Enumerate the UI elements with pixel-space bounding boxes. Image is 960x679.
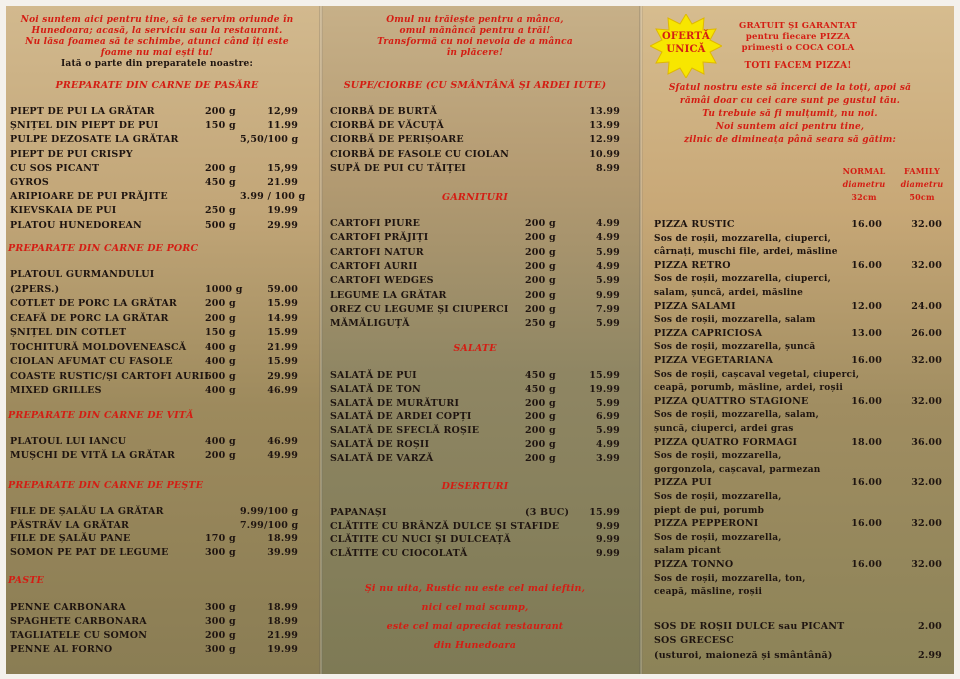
menu-item-name: SOMON PE PAT DE LEGUME <box>10 546 169 558</box>
pizza-description: salam, șuncă, ardei, măsline <box>654 288 804 298</box>
menu-item-price: 46.99 <box>267 436 298 447</box>
menu-item-name: ȘNIȚEL DIN PIEPT DE PUI <box>10 120 159 132</box>
menu-item-price: 19.99 <box>267 205 298 217</box>
menu-item-name: SALATĂ DE VARZĂ <box>330 452 434 464</box>
pizza-description: salam picant <box>654 546 721 557</box>
menu-item-name: CLĂTITE CU NUCI ȘI DULCEAȚĂ <box>330 534 511 546</box>
col-header-family-diameter: diametru <box>900 179 944 189</box>
menu-item-name: SALATĂ DE ROȘII <box>330 439 430 450</box>
menu-item-name: CLĂTITE CU CIOCOLATĂ <box>330 548 468 560</box>
section-title: SUPE/CIORBE (CU SMÂNTÂNĂ ȘI ARDEI IUTE) <box>343 80 607 91</box>
menu-item-price: 3.99 / 100 g <box>240 191 306 203</box>
pizza-price-normal: 16.00 <box>851 219 882 230</box>
menu-item-name: SALATĂ DE MURĂTURI <box>330 397 460 409</box>
pizza-price-family: 32.00 <box>911 395 942 407</box>
menu-item-qty: 300 g <box>205 644 236 655</box>
menu-item-qty: 200 g <box>205 450 236 461</box>
message-line: Tu trebuie să fi mulțumit, nu noi. <box>702 109 878 119</box>
menu-item-name: PULPE DEZOSATE LA GRĂTAR <box>10 134 179 146</box>
pizza-price-normal: 13.00 <box>851 327 882 339</box>
menu-item-qty: 200 g <box>525 425 556 437</box>
closing-line: din Hunedoara <box>433 640 517 651</box>
pizza-description: Sos de roșii, mozzarella, <box>654 532 782 543</box>
pizza-price-family: 32.00 <box>911 559 942 570</box>
menu-item-price: 7.99 <box>596 303 620 315</box>
message-line: zilnic de dimineața până seara să gătim: <box>683 135 897 145</box>
menu-item-price: 4.99 <box>596 260 620 272</box>
sauce-price: 2.99 <box>918 650 942 661</box>
pizza-price-family: 36.00 <box>911 436 942 448</box>
pizza-description: Sos de roșii, mozzarella, <box>654 492 782 502</box>
menu-item-price: 9.99/100 g <box>240 506 299 517</box>
menu-item-name: PIEPT DE PUI CRISPY <box>10 148 133 160</box>
pizza-name: PIZZA VEGETARIANA <box>654 355 774 366</box>
col-header-normal-size: 32cm <box>851 192 877 202</box>
sauce-name: SOS DE ROȘII DULCE sau PICANT <box>654 621 845 632</box>
closing-line: nici cel mai scump, <box>421 602 529 613</box>
message-line: rămâi doar cu cei care sunt pe gustul tău. <box>679 96 901 106</box>
menu-item-price: 8.99 <box>596 162 620 174</box>
menu-item-name: CARTOFI WEDGES <box>330 275 434 287</box>
pizza-description: șuncă, ciuperci, ardei gras <box>654 424 794 434</box>
menu-item-qty: 200 g <box>205 630 236 641</box>
pizza-price-family: 32.00 <box>911 219 942 230</box>
menu-item-name: TAGLIATELE CU SOMON <box>10 630 148 641</box>
pizza-price-normal: 16.00 <box>851 259 882 271</box>
pizza-price-normal: 16.00 <box>851 559 882 570</box>
menu-item-qty: 1000 g <box>205 283 243 295</box>
pizza-name: PIZZA RUSTIC <box>654 219 735 230</box>
intro-line: Omul nu trăiește pentru a mânca, <box>386 15 564 25</box>
menu-item-price: 18.99 <box>267 602 298 613</box>
pizza-name: PIZZA TONNO <box>654 559 734 570</box>
pizza-description: Sos de roșii, cașcaval vegetal, ciuperci, <box>654 369 860 380</box>
menu-item-qty: 450 g <box>525 370 556 381</box>
pizza-description: Sos de roșii, mozzarella, ton, <box>654 573 806 584</box>
menu-item-name: PIEPT DE PUI LA GRĂTAR <box>10 106 155 117</box>
menu-item-price: 9.99 <box>596 534 620 546</box>
menu-item-qty: (3 BUC) <box>525 507 570 518</box>
sauce-name: SOS GRECESC <box>654 635 734 646</box>
menu-item-name: PLATOU HUNEDOREAN <box>10 219 142 231</box>
offer-text: GRATUIT ȘI GARANTAT <box>739 21 857 31</box>
menu-item-price: 13.99 <box>589 106 620 117</box>
menu-item-qty: 200 g <box>205 162 236 174</box>
menu-item-qty: 200 g <box>525 260 556 272</box>
intro-line: omul mănâncă pentru a trăi! <box>399 26 551 36</box>
menu-item-name: PAPANAȘI <box>330 507 387 518</box>
menu-item-price: 9.99 <box>596 289 620 301</box>
pizza-price-normal: 16.00 <box>851 395 882 407</box>
menu-item-price: 49.99 <box>267 450 298 461</box>
pizza-name: PIZZA CAPRICIOSA <box>654 327 763 339</box>
intro-line: Hunedoara; acasă, la serviciu sau la restaurant. <box>31 26 283 36</box>
menu-item-price: 3.99 <box>596 452 620 464</box>
offer-badge-text: OFERTĂ <box>662 31 710 42</box>
menu-item-name: MIXED GRILLES <box>10 385 102 396</box>
menu-item-price: 29.99 <box>267 370 298 382</box>
menu-item-price: 5,50/100 g <box>240 134 299 146</box>
menu-item-name: ARIPIOARE DE PUI PRĂJITE <box>10 191 168 203</box>
pizza-description: ceapă, porumb, măsline, ardei, roșii <box>654 383 844 394</box>
section-title: PASTE <box>8 575 44 586</box>
menu-item-qty: 250 g <box>205 205 236 217</box>
menu-item-qty: 400 g <box>205 385 236 396</box>
sauce-price: 2.00 <box>918 621 942 632</box>
sauce-name: (usturoi, maioneză și smântână) <box>654 650 833 661</box>
menu-item-name: CIORBĂ DE VĂCUȚĂ <box>330 120 444 132</box>
menu-item-name: SALATĂ DE ARDEI COPȚI <box>330 411 472 423</box>
menu-item-name: CIORBĂ DE PERIȘOARE <box>330 134 464 146</box>
pizza-price-family: 24.00 <box>911 300 942 312</box>
menu-item-price: 9.99 <box>596 548 620 560</box>
menu-item-name: SALATĂ DE PUI <box>330 370 417 381</box>
pizza-description: piept de pui, porumb <box>654 505 765 516</box>
pizza-name: PIZZA QUATRO FORMAGI <box>654 436 798 448</box>
menu-item-price: 29.99 <box>267 219 298 231</box>
menu-item-price: 13.99 <box>589 120 620 132</box>
menu-item-name: PLATOUL LUI IANCU <box>10 436 127 447</box>
menu-item-name: ȘNIȚEL DIN COTLET <box>10 327 127 338</box>
menu-item-qty: 200 g <box>205 298 236 309</box>
menu-item-qty: 200 g <box>205 106 236 117</box>
col-header-normal: NORMAL <box>842 166 886 176</box>
menu-item-qty: 200 g <box>525 246 556 258</box>
menu-item-price: 5.99 <box>596 275 620 287</box>
menu-item-price: 15.99 <box>267 327 298 338</box>
section-title: SALATE <box>453 343 497 354</box>
menu-item-name: SALATĂ DE SFECLĂ ROȘIE <box>330 425 480 437</box>
menu-item-price: 5.99 <box>596 318 620 330</box>
pizza-price-family: 32.00 <box>911 518 942 530</box>
menu-item-qty: 200 g <box>525 289 556 301</box>
pizza-description: Sos de roșii, mozzarella, șuncă <box>654 342 816 353</box>
pizza-price-normal: 18.00 <box>851 436 882 448</box>
menu-item-name: COASTE RUSTIC/ȘI CARTOFI AURII <box>10 370 209 382</box>
menu-item-price: 12.99 <box>589 134 620 146</box>
menu-item-name: CEAFĂ DE PORC LA GRĂTAR <box>10 312 169 324</box>
pizza-price-normal: 12.00 <box>851 300 882 312</box>
intro-line: în plăcere! <box>446 48 504 58</box>
menu-item-name: OREZ CU LEGUME ȘI CIUPERCI <box>330 303 509 315</box>
menu-item-name: FILE DE ȘALĂU LA GRĂTAR <box>10 506 164 517</box>
menu-item-name: COTLET DE PORC LA GRĂTAR <box>10 298 178 309</box>
menu-item-name: SPAGHETE CARBONARA <box>10 616 147 627</box>
menu-item-name: PLATOUL GURMANDULUI <box>10 269 155 280</box>
section-title: PREPARATE DIN CARNE DE VITĂ <box>8 410 194 421</box>
menu-item-name: LEGUME LA GRĂTAR <box>330 289 447 301</box>
menu-item-qty: 200 g <box>525 411 556 423</box>
pizza-description: ceapă, măsline, roșii <box>654 587 763 598</box>
menu-item-price: 5.99 <box>596 425 620 437</box>
menu-item-name: SALATĂ DE TON <box>330 383 421 395</box>
menu-item-name: MUȘCHI DE VITĂ LA GRĂTAR <box>10 450 176 461</box>
menu-item-qty: 200 g <box>525 218 556 229</box>
menu-item-name: FILE DE ȘALĂU PANE <box>10 533 131 544</box>
section-title: PREPARATE DIN CARNE DE PASĂRE <box>55 80 259 91</box>
menu-item-price: 5.99 <box>596 397 620 409</box>
menu-item-price: 19.99 <box>267 644 298 655</box>
section-title: GARNITURI <box>442 192 508 203</box>
menu-item-price: 18.99 <box>267 533 298 544</box>
pizza-description: gorgonzola, cașcaval, parmezan <box>654 464 821 475</box>
pizza-price-normal: 16.00 <box>851 355 882 366</box>
pizza-description: Sos de roșii, mozzarella, salam <box>654 315 816 326</box>
menu-item-qty: 200 g <box>525 397 556 409</box>
menu-item-name: TOCHITURĂ MOLDOVENEASCĂ <box>10 341 187 353</box>
pizza-price-normal: 16.00 <box>851 518 882 530</box>
menu-item-qty: 450 g <box>205 177 236 188</box>
col-header-family: FAMILY <box>903 166 941 176</box>
menu-item-qty: 300 g <box>205 602 236 613</box>
menu-item-price: 19.99 <box>589 383 620 395</box>
section-title: PREPARATE DIN CARNE DE PORC <box>8 243 199 254</box>
col-header-family-size: 50cm <box>909 192 935 202</box>
offer-text: primești o COCA COLA <box>741 43 855 53</box>
menu-item-price: 21.99 <box>267 341 298 353</box>
menu-item-price: 4.99 <box>596 439 620 450</box>
col-header-normal-diameter: diametru <box>842 179 886 189</box>
pizza-description: Sos de roșii, mozzarella, <box>654 451 782 462</box>
intro-subtitle: Iată o parte din preparatele noastre: <box>61 59 253 69</box>
pizza-price-family: 26.00 <box>911 327 942 339</box>
menu-item-qty: 600 g <box>205 370 236 382</box>
menu-item-qty: 500 g <box>205 219 236 231</box>
menu-item-qty: 300 g <box>205 546 236 558</box>
menu-item-price: 9.99 <box>596 520 620 532</box>
menu-item-qty: 200 g <box>525 275 556 287</box>
menu-item-price: 4.99 <box>596 218 620 229</box>
pizza-name: PIZZA RETRO <box>654 259 731 271</box>
menu-item-name: GYROS <box>10 177 49 188</box>
menu-item-price: 21.99 <box>267 630 298 641</box>
menu-item-name: CARTOFI NATUR <box>330 246 424 258</box>
menu-item-qty: 400 g <box>205 341 236 353</box>
menu-item-price: 39.99 <box>267 546 298 558</box>
offer-text: pentru fiecare PIZZA <box>745 32 851 42</box>
menu-item-qty: 200 g <box>525 439 556 450</box>
menu-item-qty: 200 g <box>525 452 556 464</box>
menu-item-price: 15.99 <box>589 370 620 381</box>
menu-item-price: 15.99 <box>589 507 620 518</box>
closing-line: este cel mai apreciat restaurant <box>386 621 564 632</box>
pizza-description: Sos de roșii, mozzarella, salam, <box>654 410 819 421</box>
pizza-name: PIZZA PEPPERONI <box>654 518 759 530</box>
message-line: Noi suntem aici pentru tine, <box>715 122 865 132</box>
pizza-description: Sos de roșii, mozzarella, ciuperci, <box>654 274 831 285</box>
pizza-name: PIZZA SALAMI <box>654 300 736 312</box>
menu-item-qty: 170 g <box>205 533 236 544</box>
menu-item-price: 18.99 <box>267 616 298 627</box>
menu-item-price: 4.99 <box>596 232 620 244</box>
menu-item-name: CIOLAN AFUMAT CU FASOLE <box>10 356 173 367</box>
menu-item-name: CARTOFI AURII <box>330 260 418 272</box>
menu-item-qty: 250 g <box>525 318 556 330</box>
intro-line: foame nu mai ești tu! <box>100 48 214 58</box>
menu-item-name: CIORBĂ DE BURTĂ <box>330 106 438 117</box>
pizza-description: Sos de roșii, mozzarella, ciuperci, <box>654 233 831 244</box>
menu-item-name: CARTOFI PRĂJIȚI <box>330 232 429 244</box>
pizza-price-normal: 16.00 <box>851 477 882 489</box>
menu-item-name: CIORBĂ DE FASOLE CU CIOLAN <box>330 148 509 160</box>
menu-item-name: CLĂTITE CU BRÂNZĂ DULCE ȘI STAFIDE <box>330 520 560 532</box>
menu-item-price: 14.99 <box>267 312 298 324</box>
menu-item-qty: 400 g <box>205 436 236 447</box>
intro-line: Noi suntem aici pentru tine, să te servim oriunde în <box>20 15 294 25</box>
pizza-name: PIZZA PUI <box>654 477 712 489</box>
menu-item-price: 6.99 <box>596 411 620 423</box>
menu-item-qty: 150 g <box>205 327 236 338</box>
menu-item-name: SUPĂ DE PUI CU TĂIȚEI <box>330 162 466 174</box>
offer-badge-text: UNICĂ <box>666 44 706 55</box>
menu-item-name: MĂMĂLIGUȚĂ <box>330 318 410 330</box>
menu-item-price: 5.99 <box>596 246 620 258</box>
menu-item-name: (2PERS.) <box>10 283 60 295</box>
menu-item-price: 21.99 <box>267 177 298 188</box>
menu-item-name: CARTOFI PIURE <box>330 218 421 229</box>
menu-item-price: 10.99 <box>589 148 620 160</box>
menu-item-price: 12,99 <box>267 106 298 117</box>
section-title: DESERTURI <box>441 481 509 492</box>
fold-line <box>319 6 323 674</box>
menu-item-qty: 450 g <box>525 383 556 395</box>
pizza-price-family: 32.00 <box>911 355 942 366</box>
menu-item-qty: 200 g <box>205 312 236 324</box>
pizza-name: PIZZA QUATTRO STAGIONE <box>654 395 809 407</box>
menu-item-qty: 200 g <box>525 232 556 244</box>
menu-item-qty: 300 g <box>205 616 236 627</box>
closing-line: Și nu uita, Rustic nu este cel mai ieftin, <box>364 583 586 594</box>
menu-item-qty: 400 g <box>205 356 236 367</box>
menu-item-price: 15,99 <box>267 162 298 174</box>
pizza-price-family: 32.00 <box>911 477 942 489</box>
menu-item-name: KIEVSKAIA DE PUI <box>10 205 117 217</box>
message-line: Sfatul nostru este să încerci de la toți, apoi să <box>668 83 912 93</box>
pizza-description: cârnați, muschi file, ardei, măsline <box>654 247 838 258</box>
intro-line: Nu lăsa foamea să te schimbe, atunci când îți este <box>25 37 289 47</box>
menu-item-qty: 200 g <box>525 303 556 315</box>
menu-item-price: 7.99/100 g <box>240 519 299 531</box>
menu-item-name: CU SOS PICANT <box>10 162 100 174</box>
menu-item-price: 15.99 <box>267 298 298 309</box>
offer-slogan: TOTI FACEM PIZZA! <box>744 61 852 71</box>
menu-item-price: 59.00 <box>267 283 298 295</box>
intro-line: Transformă cu noi nevoia de a mânca <box>377 37 573 47</box>
pizza-price-family: 32.00 <box>911 259 942 271</box>
menu-item-qty: 150 g <box>205 120 236 132</box>
menu-item-name: PĂSTRĂV LA GRĂTAR <box>10 519 130 531</box>
menu-item-price: 46.99 <box>267 385 298 396</box>
menu-item-price: 11.99 <box>267 120 298 132</box>
menu-item-name: PENNE CARBONARA <box>10 602 126 613</box>
menu-item-price: 15.99 <box>267 356 298 367</box>
section-title: PREPARATE DIN CARNE DE PEȘTE <box>8 480 204 491</box>
menu-item-name: PENNE AL FORNO <box>10 644 113 655</box>
